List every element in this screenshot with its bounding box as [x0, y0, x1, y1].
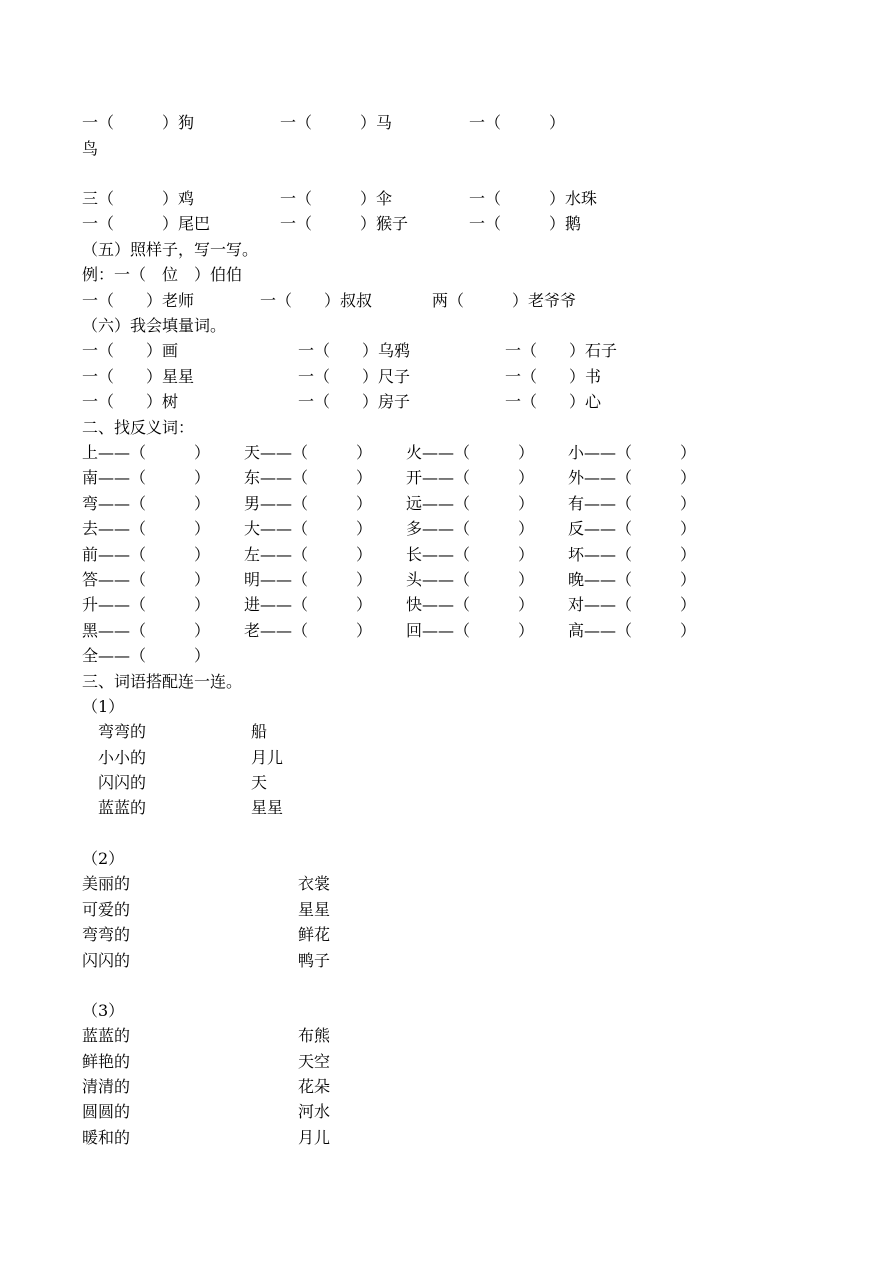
antonym-row	[82, 618, 697, 643]
match-row	[82, 948, 331, 973]
antonym-item: 天——（ ）	[244, 443, 373, 462]
antonym-item: 全——（ ）	[82, 646, 211, 665]
fill-item: 一（ ）叔叔	[260, 291, 373, 310]
measure-row-3	[82, 211, 582, 236]
match-row	[82, 770, 268, 795]
match-right: 天	[251, 773, 268, 792]
match-right: 船	[251, 722, 268, 741]
match-right: 鲜花	[298, 925, 331, 944]
measure-item: 三（ ）鸡	[82, 189, 195, 208]
matching-group-1-label: （1）	[82, 697, 125, 716]
matching-group-2-label: （2）	[82, 849, 125, 868]
measure-item: 一（ ）猴子	[280, 214, 409, 233]
antonym-row	[82, 592, 697, 617]
match-row	[82, 1074, 331, 1099]
antonym-row	[82, 542, 697, 567]
match-row	[82, 1023, 331, 1048]
match-row	[82, 719, 268, 744]
antonym-item: 老——（ ）	[244, 621, 373, 640]
matching-title: 三、词语搭配连一连。	[82, 672, 243, 691]
match-right: 月儿	[298, 1128, 331, 1147]
match-row	[82, 897, 331, 922]
antonym-item: 去——（ ）	[82, 519, 211, 538]
antonym-item: 有——（ ）	[568, 494, 697, 513]
section-6-title: （六）我会填量词。	[82, 316, 227, 335]
match-right: 星星	[251, 798, 284, 817]
fill-item: 一（ ）心	[505, 392, 602, 411]
measure-row-2	[82, 186, 598, 211]
antonym-row	[82, 465, 697, 490]
match-left: 清清的	[82, 1077, 131, 1096]
fill-item: 一（ ）乌鸦	[298, 341, 411, 360]
measure-row-1	[82, 110, 566, 135]
antonym-item: 远——（ ）	[406, 494, 535, 513]
match-row	[82, 1049, 331, 1074]
match-left: 闪闪的	[82, 951, 131, 970]
antonym-item: 前——（ ）	[82, 545, 211, 564]
antonym-item: 黑——（ ）	[82, 621, 211, 640]
section-6-row-1	[82, 338, 618, 363]
match-row	[82, 1099, 331, 1124]
antonyms-title: 二、找反义词：	[82, 418, 195, 437]
section-6-row-2	[82, 364, 602, 389]
match-left: 弯弯的	[82, 925, 131, 944]
match-left: 暖和的	[82, 1128, 131, 1147]
fill-item: 一（ ）画	[82, 341, 179, 360]
fill-item: 一（ ）树	[82, 392, 179, 411]
antonym-item: 左——（ ）	[244, 545, 373, 564]
antonym-item: 小——（ ）	[568, 443, 697, 462]
section-5-row	[82, 288, 577, 313]
match-row	[82, 871, 331, 896]
measure-item: 一（ ）狗	[82, 113, 195, 132]
match-right: 布熊	[298, 1026, 331, 1045]
measure-item: 一（ ）伞	[280, 189, 393, 208]
fill-item: 一（ ）星星	[82, 367, 195, 386]
antonym-item: 长——（ ）	[406, 545, 535, 564]
antonym-item: 弯——（ ）	[82, 494, 211, 513]
antonym-item: 升——（ ）	[82, 595, 211, 614]
measure-item: 一（ ）鹅	[469, 214, 582, 233]
antonym-item: 东——（ ）	[244, 468, 373, 487]
fill-item: 一（ ）房子	[298, 392, 411, 411]
measure-item: 一（ ）尾巴	[82, 214, 211, 233]
match-row	[82, 745, 284, 770]
antonym-item: 高——（ ）	[568, 621, 697, 640]
antonym-item: 答——（ ）	[82, 570, 211, 589]
section-5-example: 例：一（ 位 ）伯伯	[82, 265, 243, 284]
match-row	[82, 795, 284, 820]
antonym-item: 回——（ ）	[406, 621, 535, 640]
antonym-item: 大——（ ）	[244, 519, 373, 538]
antonym-item: 外——（ ）	[568, 468, 697, 487]
section-6-row-3	[82, 389, 602, 414]
match-left: 小小的	[98, 748, 147, 767]
match-right: 月儿	[251, 748, 284, 767]
match-left: 可爱的	[82, 900, 131, 919]
match-right: 河水	[298, 1102, 331, 1121]
fill-item: 一（ ）老师	[82, 291, 195, 310]
match-left: 鲜艳的	[82, 1052, 131, 1071]
section-5-title: （五）照样子，写一写。	[82, 240, 259, 259]
fill-item: 一（ ）尺子	[298, 367, 411, 386]
match-right: 鸭子	[298, 951, 331, 970]
match-right: 天空	[298, 1052, 331, 1071]
match-left: 闪闪的	[98, 773, 147, 792]
match-row	[82, 922, 331, 947]
antonym-row	[82, 491, 697, 516]
match-left: 圆圆的	[82, 1102, 131, 1121]
antonym-item: 多——（ ）	[406, 519, 535, 538]
antonym-row	[82, 516, 697, 541]
antonym-item: 明——（ ）	[244, 570, 373, 589]
antonym-item: 南——（ ）	[82, 468, 211, 487]
antonym-item: 头——（ ）	[406, 570, 535, 589]
match-right: 衣裳	[298, 874, 331, 893]
measure-item: 一（ ）	[469, 113, 566, 132]
match-right: 花朵	[298, 1077, 331, 1096]
antonym-item: 男——（ ）	[244, 494, 373, 513]
antonym-item: 晚——（ ）	[568, 570, 697, 589]
match-right: 星星	[298, 900, 331, 919]
match-left: 美丽的	[82, 874, 131, 893]
antonym-item: 进——（ ）	[244, 595, 373, 614]
antonym-row	[82, 440, 697, 465]
antonym-item: 快——（ ）	[406, 595, 535, 614]
match-left: 弯弯的	[98, 722, 147, 741]
measure-item: 一（ ）水珠	[469, 189, 598, 208]
matching-group-3-label: （3）	[82, 1001, 125, 1020]
fill-item: 一（ ）书	[505, 367, 602, 386]
measure-item: 一（ ）马	[280, 113, 393, 132]
match-left: 蓝蓝的	[98, 798, 147, 817]
measure-row-1-wrap: 鸟	[82, 139, 99, 158]
antonym-item: 火——（ ）	[406, 443, 535, 462]
fill-item: 一（ ）石子	[505, 341, 618, 360]
antonym-row	[82, 643, 211, 668]
antonym-item: 坏——（ ）	[568, 545, 697, 564]
antonym-item: 开——（ ）	[406, 468, 535, 487]
fill-item: 两（ ）老爷爷	[432, 291, 577, 310]
antonym-item: 反——（ ）	[568, 519, 697, 538]
antonym-item: 上——（ ）	[82, 443, 211, 462]
match-left: 蓝蓝的	[82, 1026, 131, 1045]
match-row	[82, 1125, 331, 1150]
antonym-item: 对——（ ）	[568, 595, 697, 614]
antonym-row	[82, 567, 697, 592]
